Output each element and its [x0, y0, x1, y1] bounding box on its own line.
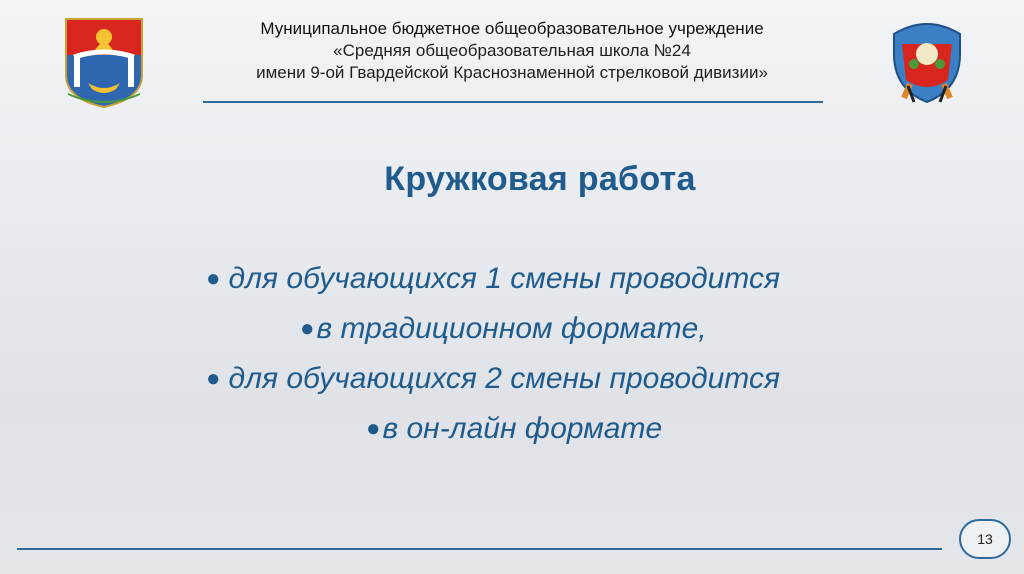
header-line-1: Муниципальное бюджетное общеобразовательное учреждение — [260, 19, 764, 38]
bullet-item-3 — [206, 362, 780, 396]
footer-divider — [17, 548, 942, 550]
bullet-dot-icon: ● — [206, 365, 221, 392]
coat-of-arms-icon — [64, 17, 144, 109]
school-emblem-icon — [884, 14, 970, 104]
bullet-dot-icon: ● — [206, 265, 221, 292]
header-line-3: имени 9-ой Гвардейской Краснознаменной стрелковой дивизии» — [256, 63, 768, 82]
bullet-text-3: для обучающихся 2 смены проводится — [228, 362, 780, 395]
bullet-text-4: в он-лайн формате — [382, 412, 663, 445]
header-divider — [203, 101, 823, 103]
bullet-text-2: в традиционном формате, — [316, 312, 707, 345]
bullet-dot-icon: ● — [366, 415, 381, 442]
header — [180, 18, 844, 84]
bullet-item-1 — [206, 262, 780, 296]
header-line-2: «Средняя общеобразовательная школа №24 — [333, 41, 691, 60]
slide-title: Кружковая работа — [384, 160, 696, 198]
page-number-badge — [959, 519, 1011, 559]
page-number: 13 — [977, 531, 993, 547]
bullet-text-1: для обучающихся 1 смены проводится — [228, 262, 780, 295]
bullet-dot-icon: ● — [300, 315, 315, 342]
bullet-item-4 — [366, 412, 662, 446]
bullet-item-2 — [300, 312, 707, 346]
